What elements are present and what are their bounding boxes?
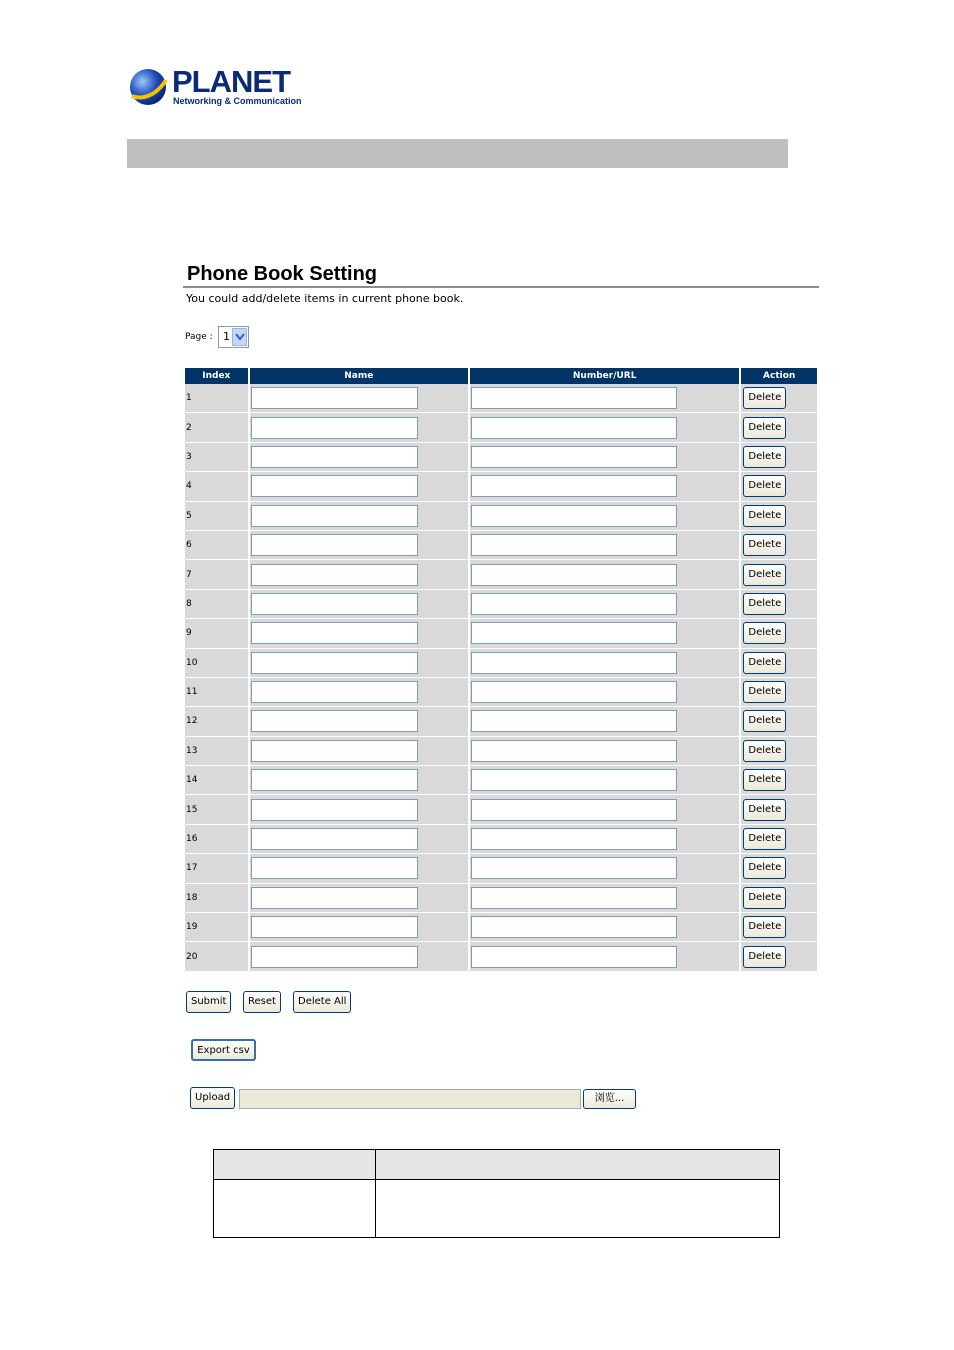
delete-button[interactable]: Delete: [743, 446, 786, 468]
submit-button[interactable]: Submit: [186, 991, 231, 1013]
action-cell: [741, 560, 817, 589]
table-row: [185, 737, 817, 766]
table-row: [185, 884, 817, 913]
number-url-input[interactable]: [471, 887, 677, 909]
number-cell: [470, 913, 739, 942]
number-url-input[interactable]: [471, 652, 677, 674]
number-url-input[interactable]: [471, 946, 677, 968]
number-cell: [470, 825, 739, 854]
upload-file-input[interactable]: [239, 1089, 581, 1109]
reset-button[interactable]: Reset: [243, 991, 281, 1013]
action-cell: [741, 854, 817, 883]
name-input[interactable]: [251, 681, 418, 703]
name-cell: [250, 942, 468, 971]
page-title: Phone Book Setting: [187, 263, 377, 285]
row-index: 3: [185, 443, 248, 472]
table-row: [185, 707, 817, 736]
header-action: Action: [741, 368, 817, 384]
delete-button[interactable]: Delete: [743, 505, 786, 527]
table-row: [185, 590, 817, 619]
action-cell: [741, 942, 817, 971]
name-input[interactable]: [251, 505, 418, 527]
page-label: Page :: [185, 332, 213, 342]
planet-logo: [128, 64, 302, 110]
number-url-input[interactable]: [471, 475, 677, 497]
action-cell: [741, 590, 817, 619]
name-cell: [250, 560, 468, 589]
brand-tagline: Networking & Communication: [173, 96, 302, 106]
phone-book-rows: [185, 384, 817, 972]
name-input[interactable]: [251, 916, 418, 938]
name-cell: [250, 413, 468, 442]
number-cell: [470, 649, 739, 678]
name-cell: [250, 384, 468, 413]
export-csv-button[interactable]: Export csv: [191, 1039, 256, 1061]
action-cell: [741, 707, 817, 736]
table-row: [185, 678, 817, 707]
name-input[interactable]: [251, 622, 418, 644]
delete-button[interactable]: Delete: [743, 593, 786, 615]
number-cell: [470, 707, 739, 736]
name-input[interactable]: [251, 887, 418, 909]
header-name: Name: [250, 368, 468, 384]
delete-button[interactable]: Delete: [743, 534, 786, 556]
section-header-bar: [127, 139, 788, 168]
table-row: [185, 766, 817, 795]
row-index: 18: [185, 884, 248, 913]
parameter-table-row: [214, 1180, 780, 1238]
row-index: 5: [185, 502, 248, 531]
number-cell: [470, 619, 739, 648]
number-cell: [470, 854, 739, 883]
action-cell: [741, 413, 817, 442]
number-cell: [470, 472, 739, 501]
name-cell: [250, 619, 468, 648]
table-row: [185, 825, 817, 854]
number-cell: [470, 531, 739, 560]
name-cell: [250, 795, 468, 824]
table-row: [185, 531, 817, 560]
number-url-input[interactable]: [471, 857, 677, 879]
name-input[interactable]: [251, 710, 418, 732]
number-cell: [470, 766, 739, 795]
parameter-table-header: [214, 1150, 780, 1180]
action-cell: [741, 766, 817, 795]
number-url-input[interactable]: [471, 916, 677, 938]
action-cell: [741, 678, 817, 707]
number-url-input[interactable]: [471, 417, 677, 439]
name-cell: [250, 678, 468, 707]
delete-button[interactable]: Delete: [743, 710, 786, 732]
parameter-header-cell: [214, 1150, 376, 1180]
action-cell: [741, 472, 817, 501]
name-cell: [250, 913, 468, 942]
number-cell: [470, 560, 739, 589]
table-row: [185, 502, 817, 531]
parameter-table: [213, 1149, 780, 1238]
row-index: 19: [185, 913, 248, 942]
row-index: 17: [185, 854, 248, 883]
number-cell: [470, 884, 739, 913]
name-cell: [250, 649, 468, 678]
number-url-input[interactable]: [471, 681, 677, 703]
table-row: [185, 443, 817, 472]
table-row: [185, 472, 817, 501]
number-cell: [470, 384, 739, 413]
name-input[interactable]: [251, 652, 418, 674]
table-row: [185, 942, 817, 971]
name-cell: [250, 825, 468, 854]
number-url-input[interactable]: [471, 622, 677, 644]
table-row: [185, 795, 817, 824]
name-input[interactable]: [251, 799, 418, 821]
row-index: 12: [185, 707, 248, 736]
delete-button[interactable]: Delete: [743, 857, 786, 879]
table-row: [185, 413, 817, 442]
number-cell: [470, 590, 739, 619]
table-row: [185, 649, 817, 678]
name-cell: [250, 590, 468, 619]
action-cell: [741, 649, 817, 678]
name-input[interactable]: [251, 417, 418, 439]
delete-button[interactable]: Delete: [743, 387, 786, 409]
description-cell: [376, 1180, 780, 1238]
action-cell: [741, 795, 817, 824]
row-index: 6: [185, 531, 248, 560]
delete-button[interactable]: Delete: [743, 916, 786, 938]
row-index: 8: [185, 590, 248, 619]
number-cell: [470, 413, 739, 442]
name-cell: [250, 443, 468, 472]
delete-button[interactable]: Delete: [743, 417, 786, 439]
delete-button[interactable]: Delete: [743, 799, 786, 821]
row-index: 1: [185, 384, 248, 413]
number-url-input[interactable]: [471, 710, 677, 732]
name-cell: [250, 884, 468, 913]
delete-button[interactable]: Delete: [743, 887, 786, 909]
action-cell: [741, 531, 817, 560]
number-cell: [470, 443, 739, 472]
table-row: [185, 619, 817, 648]
browse-button[interactable]: 浏览...: [583, 1089, 636, 1109]
title-divider: [183, 286, 819, 288]
delete-all-button[interactable]: Delete All: [293, 991, 351, 1013]
chevron-down-icon[interactable]: [232, 328, 247, 346]
row-index: 10: [185, 649, 248, 678]
delete-button[interactable]: Delete: [743, 652, 786, 674]
delete-button[interactable]: Delete: [743, 828, 786, 850]
page-select[interactable]: [218, 326, 249, 348]
number-cell: [470, 942, 739, 971]
row-index: 11: [185, 678, 248, 707]
name-cell: [250, 854, 468, 883]
name-cell: [250, 766, 468, 795]
number-url-input[interactable]: [471, 505, 677, 527]
number-url-input[interactable]: [471, 740, 677, 762]
name-input[interactable]: [251, 769, 418, 791]
number-url-input[interactable]: [471, 534, 677, 556]
delete-button[interactable]: Delete: [743, 946, 786, 968]
delete-button[interactable]: Delete: [743, 475, 786, 497]
upload-button[interactable]: Upload: [190, 1087, 235, 1109]
delete-button[interactable]: Delete: [743, 769, 786, 791]
row-index: 20: [185, 942, 248, 971]
row-index: 4: [185, 472, 248, 501]
number-url-input[interactable]: [471, 769, 677, 791]
brand-name: PLANET: [172, 64, 290, 99]
action-cell: [741, 443, 817, 472]
action-cell: [741, 825, 817, 854]
action-cell: [741, 913, 817, 942]
name-cell: [250, 737, 468, 766]
name-input[interactable]: [251, 593, 418, 615]
number-cell: [470, 737, 739, 766]
delete-button[interactable]: Delete: [743, 564, 786, 586]
name-input[interactable]: [251, 475, 418, 497]
number-url-input[interactable]: [471, 387, 677, 409]
name-input[interactable]: [251, 946, 418, 968]
name-cell: [250, 707, 468, 736]
row-index: 2: [185, 413, 248, 442]
row-index: 16: [185, 825, 248, 854]
name-input[interactable]: [251, 564, 418, 586]
action-cell: [741, 619, 817, 648]
page-description: You could add/delete items in current phone book.: [186, 292, 464, 305]
row-index: 14: [185, 766, 248, 795]
number-url-input[interactable]: [471, 564, 677, 586]
action-cell: [741, 384, 817, 413]
number-url-input[interactable]: [471, 593, 677, 615]
name-input[interactable]: [251, 740, 418, 762]
page-select-value: 1: [223, 330, 230, 343]
name-input[interactable]: [251, 828, 418, 850]
table-row: [185, 384, 817, 413]
description-header-cell: [376, 1150, 780, 1180]
name-input[interactable]: [251, 534, 418, 556]
table-row: [185, 913, 817, 942]
number-url-input[interactable]: [471, 828, 677, 850]
table-row: [185, 560, 817, 589]
number-cell: [470, 795, 739, 824]
header-number-url: Number/URL: [470, 368, 739, 384]
name-input[interactable]: [251, 446, 418, 468]
name-cell: [250, 472, 468, 501]
row-index: 7: [185, 560, 248, 589]
planet-globe-icon: [128, 66, 168, 108]
action-cell: [741, 737, 817, 766]
number-url-input[interactable]: [471, 446, 677, 468]
name-cell: [250, 502, 468, 531]
row-index: 15: [185, 795, 248, 824]
delete-button[interactable]: Delete: [743, 740, 786, 762]
name-input[interactable]: [251, 387, 418, 409]
table-row: [185, 854, 817, 883]
row-index: 13: [185, 737, 248, 766]
action-cell: [741, 502, 817, 531]
delete-button[interactable]: Delete: [743, 681, 786, 703]
name-input[interactable]: [251, 857, 418, 879]
number-cell: [470, 502, 739, 531]
row-index: 9: [185, 619, 248, 648]
table-header-row: [185, 368, 817, 384]
phone-book-table: [183, 368, 819, 972]
number-cell: [470, 678, 739, 707]
name-cell: [250, 531, 468, 560]
parameter-cell: [214, 1180, 376, 1238]
action-cell: [741, 884, 817, 913]
number-url-input[interactable]: [471, 799, 677, 821]
delete-button[interactable]: Delete: [743, 622, 786, 644]
header-index: Index: [185, 368, 248, 384]
